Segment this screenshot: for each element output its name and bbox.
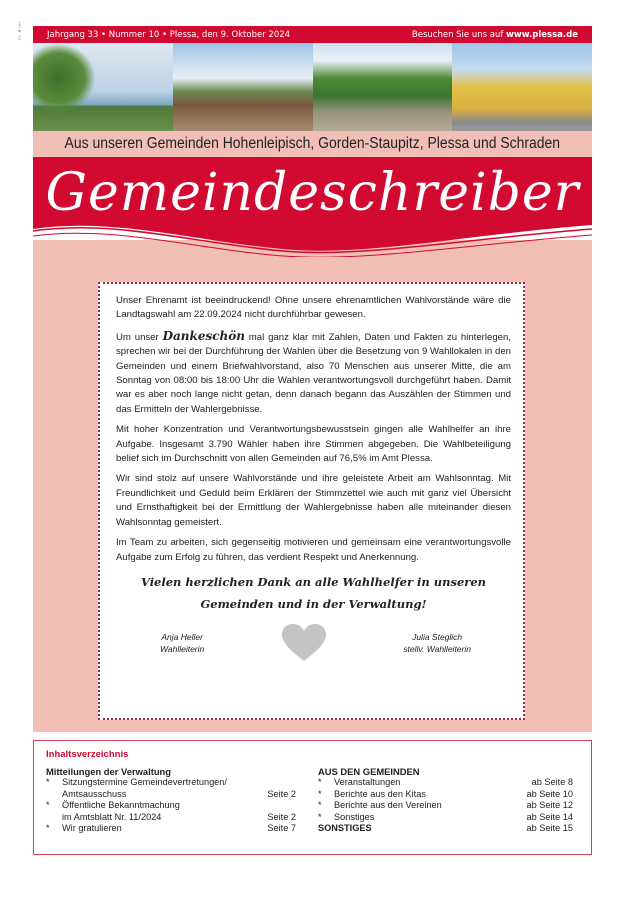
issue-bar — [33, 26, 592, 43]
toc-bullet: * — [318, 800, 322, 810]
toc-label: Öffentliche Bekanntmachung — [62, 800, 180, 810]
toc-page: Seite 2 — [267, 788, 296, 799]
photo-horse-carriages — [173, 43, 313, 131]
letter-paragraph: Unser Ehrenamt ist beeindruckend! Ohne unsere ehrenamtlichen Wahlvorstände wäre die Landtagswahl am 22.09.2024 nicht durchführbar gewesen. — [116, 295, 511, 321]
signer-name: Julia Steglich — [412, 631, 463, 642]
toc-page: ab Seite 8 — [531, 777, 573, 787]
letter-paragraph: Im Team zu arbeiten, sich gegenseitig motivieren und gemeinsam eine verantwortungsvolle Aufgabe zum Erfolg zu führen, das verdient Respekt und Anerkennung. — [116, 537, 511, 563]
toc-label: im Amtsblatt Nr. 11/2024 — [62, 811, 162, 822]
toc-bullet: * — [46, 777, 50, 787]
heart-icon — [280, 623, 328, 663]
signature-2 — [403, 631, 471, 655]
photo-fence-park — [313, 43, 453, 131]
toc-bullet — [46, 812, 62, 824]
dankeschoen-script: Dankeschön — [162, 328, 245, 343]
toc-bullet: * — [46, 800, 50, 810]
signer-role: Wahlleiterin — [160, 643, 205, 654]
toc-label: Berichte aus den Kitas — [334, 788, 426, 799]
toc-right-column — [318, 766, 573, 835]
side-note: PS ◆ HH — [17, 22, 22, 41]
toc-label: Sitzungstermine Gemeindevertretungen/ — [62, 777, 227, 787]
signatures — [116, 623, 511, 663]
toc-heading: AUS DEN GEMEINDEN — [318, 766, 420, 777]
toc-bullet: * — [318, 788, 322, 799]
toc-bullet — [46, 789, 62, 801]
issue-info: Jahrgang 33 • Nummer 10 • Plessa, den 9. Oktober 2024 — [47, 29, 291, 40]
toc-title: Inhaltsverzeichnis — [46, 749, 129, 760]
subtitle-band — [33, 131, 592, 157]
letter-paragraph — [116, 329, 511, 417]
toc-entry[interactable] — [318, 823, 573, 835]
toc-entry[interactable] — [46, 800, 296, 812]
text: mal ganz klar mit Zahlen, Daten und Fakten zu hinterlegen, sprechen wir bei der Durchführung der Wahlen über die Besetzung von 9 Wahllokalen in den Gemeinden und einem Briefwahlvorstand, also 70 Menschen aus unserer Mitte, die am Sonntag von 08:00 bis 18:00 Uhr die Wahlen verantwortungsvoll durchgeführt haben. Damit war es aber noch lange nicht getan, denn danach begann das Auszählen der Stimmen und das Ermitteln der Wahlergebnisse. — [116, 331, 512, 415]
signer-name: Anja Heller — [161, 631, 203, 642]
toc-entry[interactable] — [46, 812, 296, 824]
toc-label: Amtsausschuss — [62, 788, 127, 799]
toc-label: Sonstiges — [334, 811, 375, 822]
toc-page: Seite 2 — [267, 811, 296, 822]
visit-prefix: Besuchen Sie uns auf — [411, 29, 507, 40]
closing-line: Vielen herzlichen Dank an alle Wahlhelfer in unseren Gemeinden und in der Verwaltung! — [140, 574, 487, 611]
toc-entry[interactable] — [46, 823, 296, 835]
header-photos — [33, 43, 592, 131]
toc-entry[interactable] — [318, 777, 573, 789]
toc-label: Veranstaltungen — [334, 777, 401, 787]
letter-paragraph: Wir sind stolz auf unsere Wahlvorstände und ihre geleistete Arbeit am Wahlsonntag. Mit Freundlichkeit und Geduld beim Erklären der Stimmzettel wie auch mit ganz viel Übersicht und Ernsthaftigkeit bei der Ermittlung der Wahlergebnisse haben alle miteinander diesen Wahlsonntag gemeistert. — [116, 473, 511, 528]
thank-you-letter — [98, 282, 525, 720]
toc-bullet: * — [46, 823, 50, 833]
photo-lake — [33, 43, 173, 131]
toc-page: ab Seite 14 — [526, 811, 573, 822]
toc-label: Wir gratulieren — [62, 823, 122, 833]
signature-1 — [160, 631, 204, 655]
toc-bullet: * — [318, 811, 322, 822]
toc-entry[interactable] — [318, 789, 573, 801]
toc-heading: Mitteilungen der Verwaltung — [46, 766, 172, 777]
table-of-contents — [33, 740, 592, 855]
toc-left-column — [46, 766, 296, 835]
toc-entry[interactable] — [46, 789, 296, 801]
toc-page: Seite 7 — [267, 823, 296, 833]
toc-page: ab Seite 15 — [526, 823, 573, 833]
website-link[interactable]: www.plessa.de — [506, 29, 578, 40]
toc-page: ab Seite 12 — [526, 800, 573, 810]
toc-page: ab Seite 10 — [526, 788, 573, 799]
toc-entry[interactable] — [46, 777, 296, 789]
toc-label: Berichte aus den Vereinen — [334, 800, 442, 810]
text: Um unser — [116, 331, 163, 343]
signer-role: stellv. Wahlleiterin — [403, 643, 471, 654]
subtitle: Aus unseren Gemeinden Hohenleipisch, Gorden-Staupitz, Plessa und Schraden — [64, 135, 561, 152]
masthead-title: Gemeindeschreiber — [45, 163, 580, 223]
photo-church — [452, 43, 592, 131]
toc-entry[interactable] — [318, 800, 573, 812]
toc-entry[interactable] — [318, 812, 573, 824]
visit-info — [412, 30, 578, 40]
letter-paragraph: Mit hoher Konzentration und Verantwortungsbewusstsein gingen alle Wahlhelfer an ihre Aufgabe. Insgesamt 3.790 Wähler haben ihre Stimmen abgegeben. Die Wahlbeteiligung belief sich im Durchschnitt von allen Gemeinden auf 76,5% im Amt Plessa. — [116, 424, 511, 465]
toc-bullet: * — [318, 777, 322, 787]
toc-label: SONSTIGES — [318, 823, 372, 833]
